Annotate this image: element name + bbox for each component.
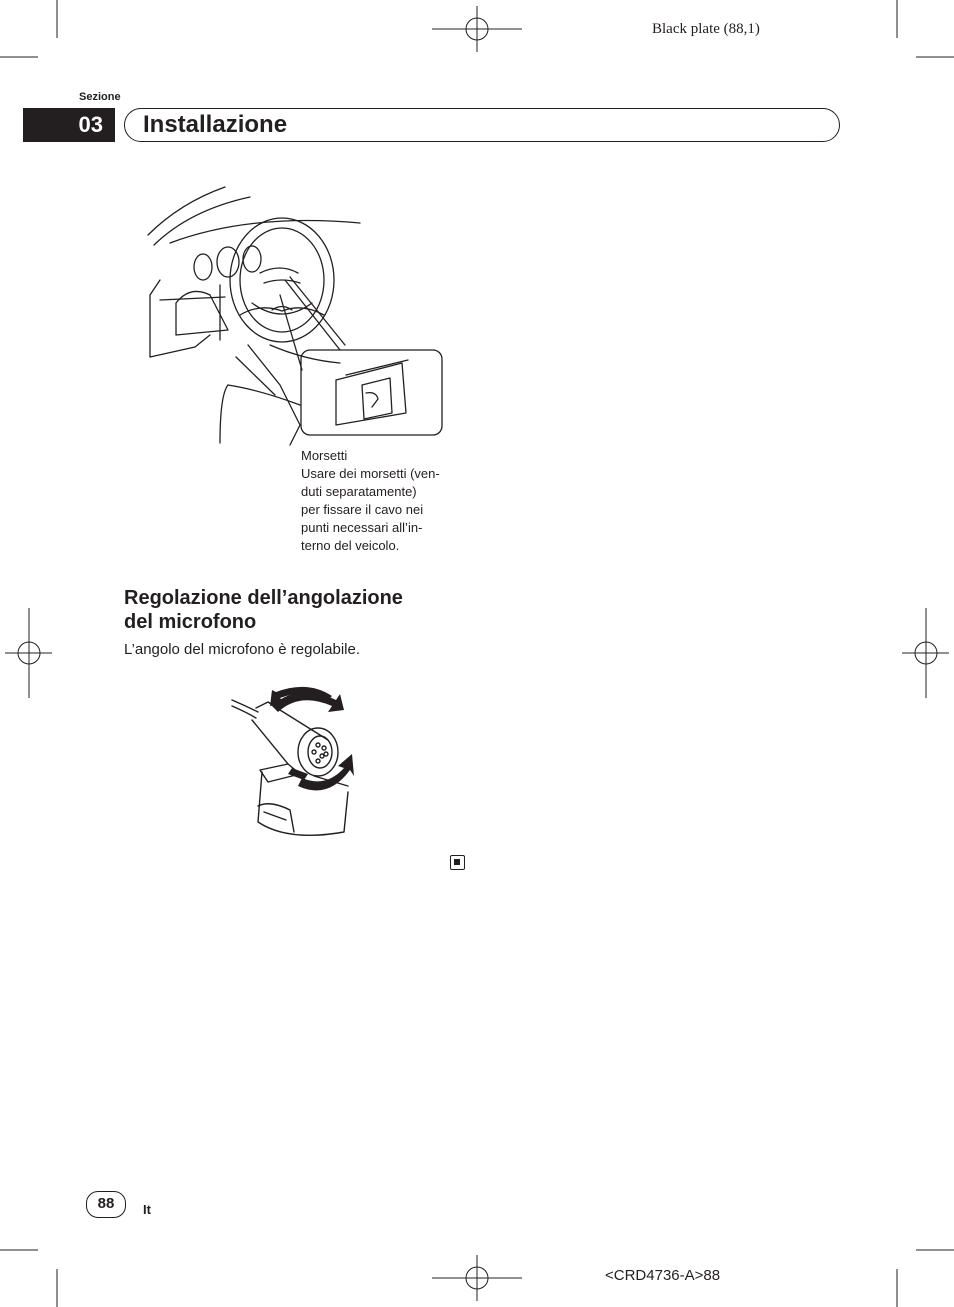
document-code: <CRD4736-A>88: [605, 1267, 721, 1284]
chapter-number-badge: 03: [23, 108, 115, 142]
caption-line: per fissare il cavo nei: [301, 502, 424, 517]
section-heading-line: Regolazione dell’angolazione: [124, 587, 403, 609]
caption-line: Morsetti: [301, 448, 348, 463]
registration-mark-right: [902, 608, 949, 698]
page-number-badge: 88: [86, 1191, 126, 1218]
microphone-angle-illustration: [228, 682, 356, 840]
registration-mark-bottom: [432, 1255, 522, 1301]
chapter-title: Installazione: [143, 111, 288, 138]
black-plate-label: Black plate (88,1): [652, 21, 760, 37]
section-heading: [124, 586, 464, 634]
caption-line: Usare dei morsetti (ven-: [301, 466, 440, 481]
dashboard-clamp-illustration: [140, 185, 450, 447]
caption-line: terno del veicolo.: [301, 538, 400, 553]
section-end-mark: [450, 855, 465, 870]
section-label: Sezione: [79, 91, 121, 103]
section-heading-line: del microfono: [124, 611, 257, 633]
clamp-caption: [301, 447, 451, 555]
caption-line: duti separatamente): [301, 484, 417, 499]
registration-mark-left: [5, 608, 52, 698]
registration-mark-top: [432, 6, 522, 52]
section-body-text: L’angolo del microfono è regolabile.: [124, 641, 360, 658]
caption-line: punti necessari all’in-: [301, 520, 423, 535]
language-code: It: [143, 1202, 151, 1217]
